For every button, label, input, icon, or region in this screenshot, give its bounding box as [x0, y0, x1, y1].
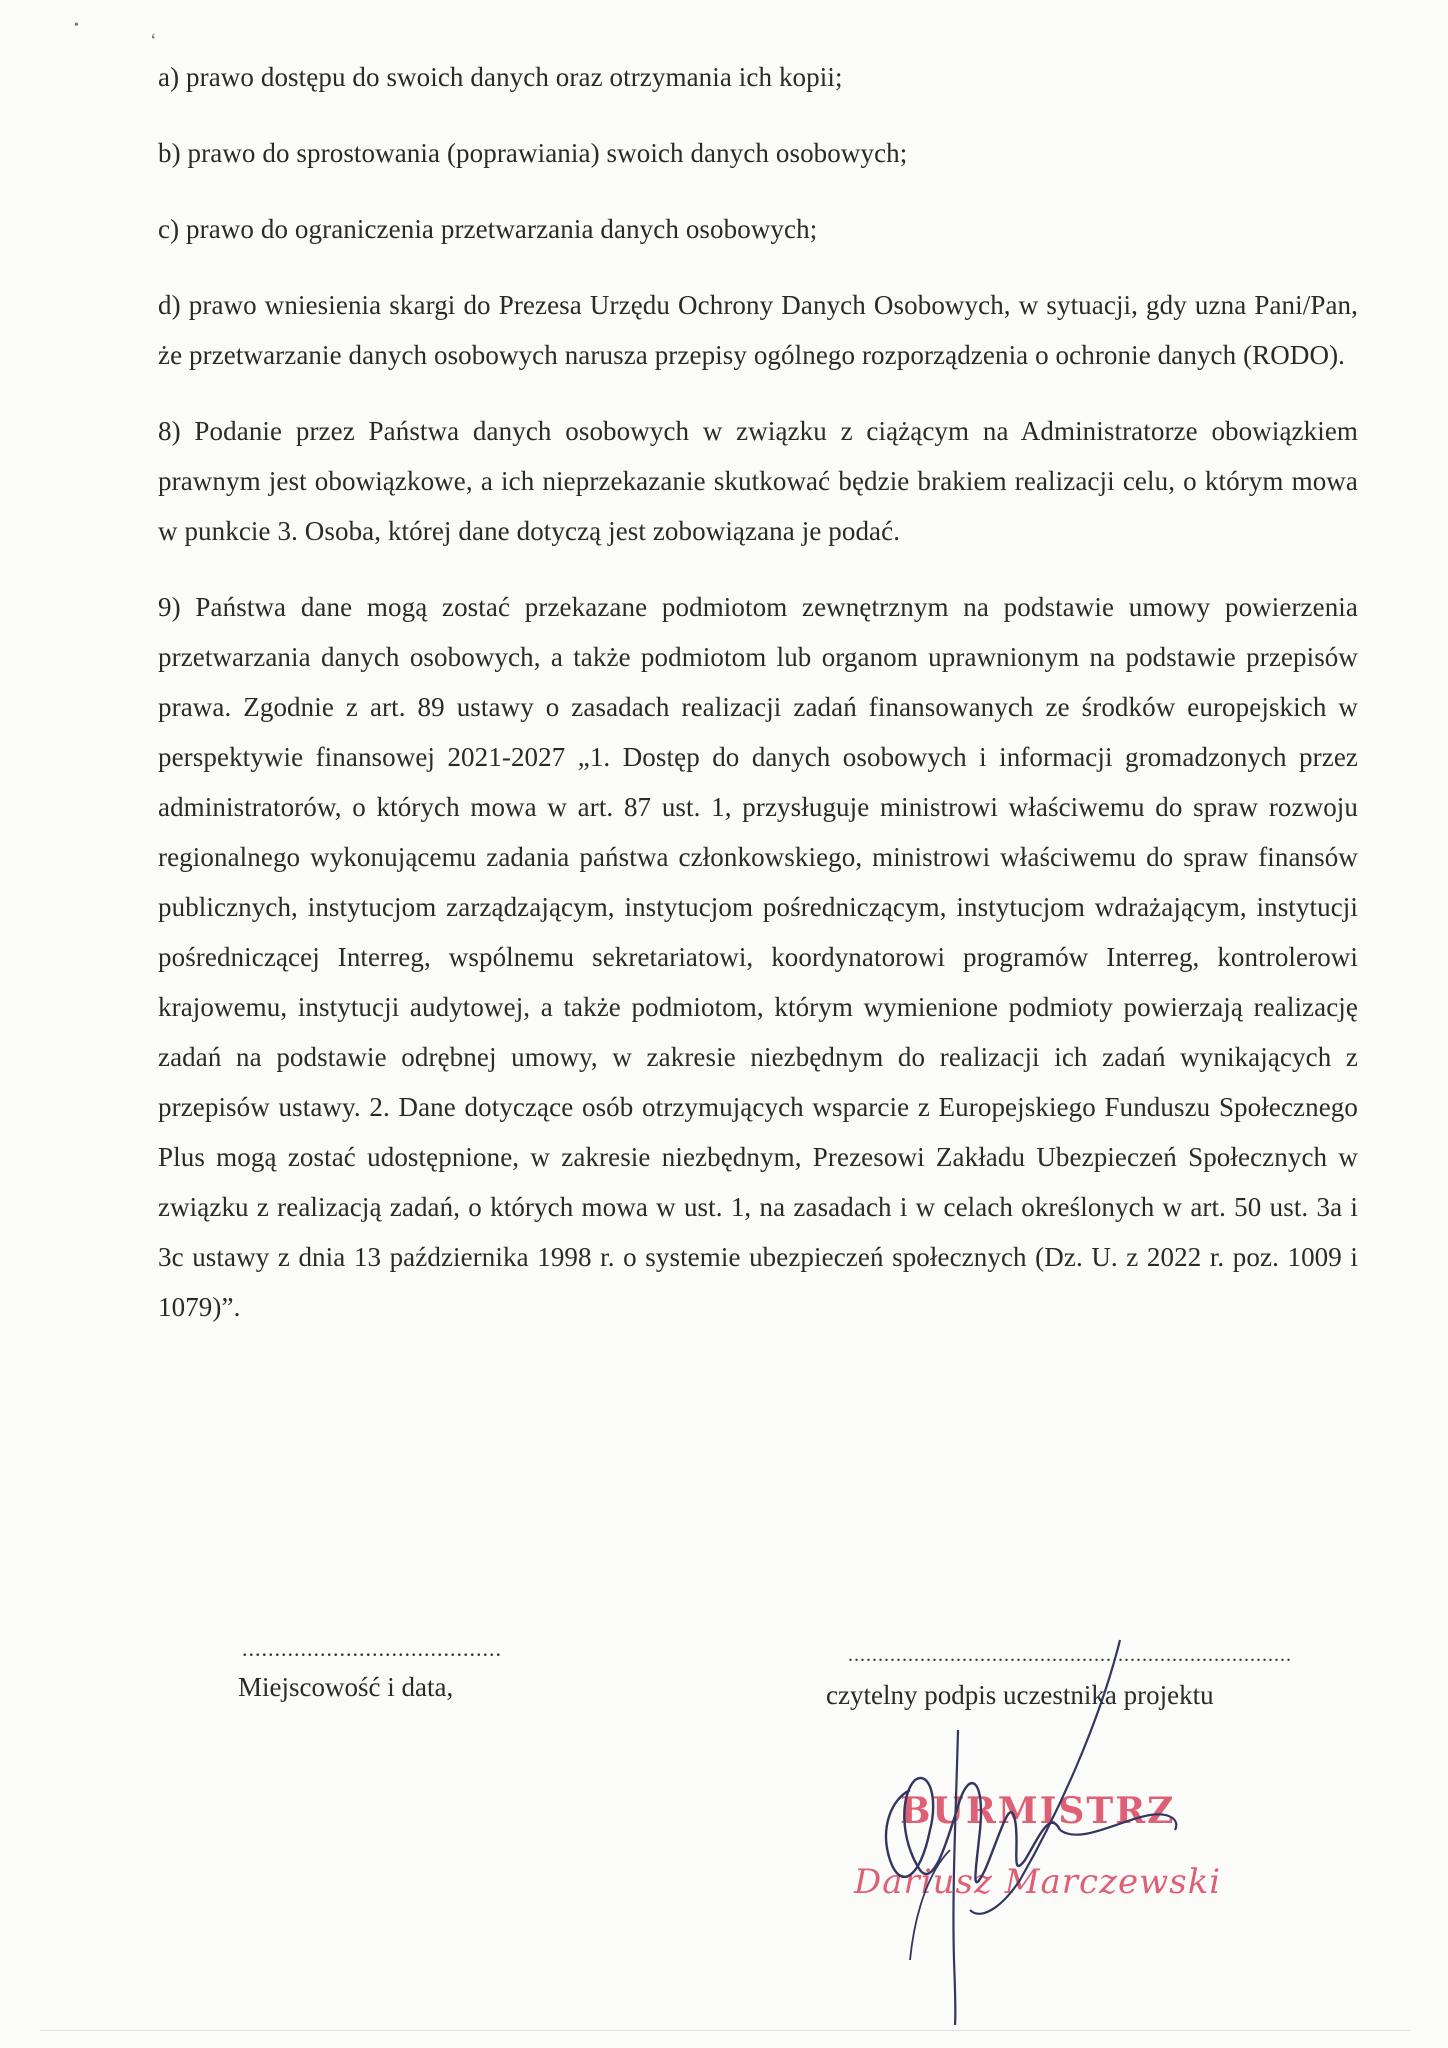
scan-edge — [40, 2030, 1410, 2031]
paragraph-c: c) prawo do ograniczenia przetwarzania danych osobowych; — [158, 214, 818, 244]
place-date-label: Miejscowość i data, — [238, 1672, 454, 1702]
scan-speck: • — [74, 18, 79, 33]
signature-line: .......................................................................... — [848, 1644, 1292, 1666]
document-body — [158, 52, 1358, 1358]
paragraph-d: d) prawo wniesienia skargi do Prezesa Urzędu Ochrony Danych Osobowych, w sytuacji, gdy uzna Pani/Pan, że przetwarzanie danych osobowych narusza przepisy ogólnego rozporządzenia o ochronie danych (RODO). — [158, 290, 1358, 370]
scan-tick: ʻ — [150, 30, 157, 52]
signature-label: czytelny podpis uczestnika projektu — [826, 1680, 1214, 1710]
paragraph-b: b) prawo do sprostowania (poprawiania) swoich danych osobowych; — [158, 138, 908, 168]
paragraph-a: a) prawo dostępu do swoich danych oraz otrzymania ich kopii; — [158, 62, 843, 92]
paragraph-8: 8) Podanie przez Państwa danych osobowych w związku z ciążącym na Administratorze obowiązkiem prawnym jest obowiązkowe, a ich nieprzekazanie skutkować będzie brakiem realizacji celu, o którym mowa w punkcie 3. Osoba, której dane dotyczą jest zobowiązana je podać. — [158, 416, 1358, 546]
handwritten-signature — [820, 1630, 1280, 2030]
paragraph-9: 9) Państwa dane mogą zostać przekazane podmiotom zewnętrznym na podstawie umowy powierzenia przetwarzania danych osobowych, a także podmiotom lub organom uprawnionym na podstawie przepisów prawa. Zgodnie z art. 89 ustawy o zasadach realizacji zadań finansowanych ze środków europejskich w perspektywie finansowej 2021-2027 „1. Dostęp do danych osobowych i informacji gromadzonych przez administratorów, o których mowa w art. 87 ust. 1, przysługuje ministrowi właściwemu do spraw rozwoju regionalnego wykonującemu zadania państwa członkowskiego, ministrowi właściwemu do spraw finansów publicznych, instytucjom zarządzającym, instytucjom pośredniczącym, instytucjom wdrażającym, instytucji pośredniczącej Interreg, wspólnemu sekretariatowi, koordynatorowi programów Interreg, kontrolerowi krajowemu, instytucji audytowej, a także podmiotom, którym wymienione podmioty powierzają realizację zadań na podstawie odrębnej umowy, w zakresie niezbędnym do realizacji ich zadań wynikających z przepisów ustawy. 2. Dane dotyczące osób otrzymujących wsparcie z Europejskiego Funduszu Społecznego Plus mogą zostać udostępnione, w zakresie niezbędnym, Prezesowi Zakładu Ubezpieczeń Społecznych w związku z realizacją zadań, o których mowa w ust. 1, na zasadach i w celach określonych w art. 50 ust. 3a i 3c ustawy z dnia 13 października 1998 r. o systemie ubezpieczeń społecznych (Dz. U. z 2022 r. poz. 1009 i 1079)”. — [158, 592, 1358, 1322]
stamp-title: BURMISTRZ — [900, 1790, 1176, 1832]
place-date-line: ........................................ — [242, 1636, 502, 1661]
stamp-name: Dariusz Marczewski — [854, 1862, 1222, 1902]
